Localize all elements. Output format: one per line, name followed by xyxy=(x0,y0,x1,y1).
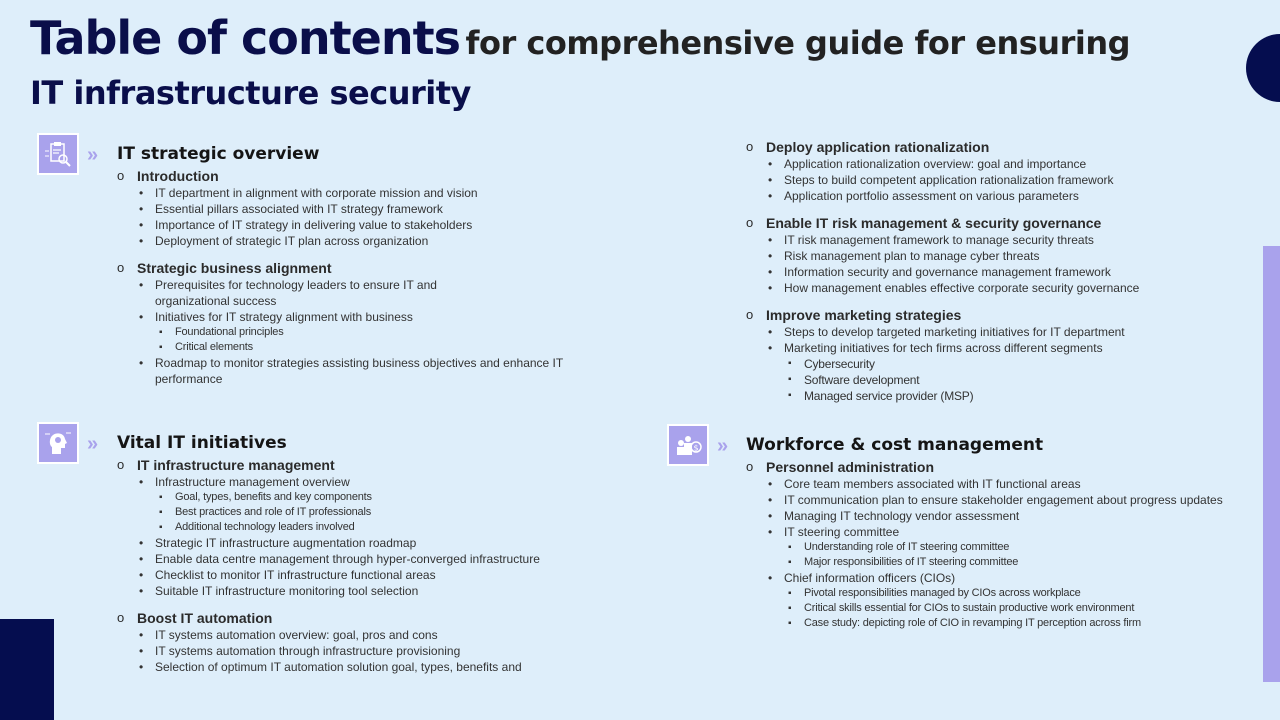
list-item-text: Infrastructure management overview xyxy=(155,475,350,489)
chevron-right-icon: » xyxy=(87,144,99,166)
sub-list-item: ▪ Additional technology leaders involved xyxy=(157,520,617,535)
list-item: • IT systems automation through infrastructure provisioning xyxy=(137,643,617,659)
page-title xyxy=(30,11,1210,113)
section-title: Vital IT initiatives xyxy=(117,433,287,453)
list-item: • Enable data centre management through hyper-converged infrastructure xyxy=(137,551,617,567)
list-item-text: IT steering committee xyxy=(784,525,900,539)
list-item xyxy=(766,524,1236,570)
list-item: • Deployment of strategic IT plan across organization xyxy=(137,233,617,249)
section-title: Workforce & cost management xyxy=(746,435,1044,455)
list-item: • How management enables effective corporate security governance xyxy=(766,280,1236,296)
bullet-list xyxy=(766,324,1236,404)
list-item: • Importance of IT strategy in delivering value to stakeholders xyxy=(137,217,617,233)
sub-list-item: ▪ Software development xyxy=(786,372,1236,388)
sub-list-item: ▪ Goal, types, benefits and key components xyxy=(157,490,617,505)
sub-bullet-list xyxy=(786,586,1236,631)
svg-text:$: $ xyxy=(693,443,699,453)
bullet-list xyxy=(137,185,617,249)
sub-list-item: ▪ Understanding role of IT steering committee xyxy=(786,540,1236,555)
sub-list-item: ▪ Critical skills essential for CIOs to sustain productive work environment xyxy=(786,601,1236,616)
list-item: • Essential pillars associated with IT strategy framework xyxy=(137,201,617,217)
title-main: Table of contents xyxy=(30,11,460,65)
list-item: • Application portfolio assessment on various parameters xyxy=(766,188,1236,204)
list-item xyxy=(137,309,617,355)
list-item-text: Marketing initiatives for tech firms across different segments xyxy=(784,341,1103,355)
section-it-strategic-overview xyxy=(117,143,617,397)
sub-list-item: ▪ Best practices and role of IT professionals xyxy=(157,505,617,520)
decorative-bar-right xyxy=(1263,246,1280,682)
subsection-title: o Improve marketing strategies xyxy=(746,306,1236,324)
list-item: • Selection of optimum IT automation solution goal, types, benefits and xyxy=(137,659,617,675)
title-line2: IT infrastructure security xyxy=(30,74,471,112)
clipboard-magnifier-icon xyxy=(37,133,79,175)
list-item: • Information security and governance management framework xyxy=(766,264,1236,280)
bullet-list xyxy=(766,232,1236,296)
sub-bullet-list xyxy=(786,356,1236,404)
subsection-title: o Personnel administration xyxy=(746,458,1236,476)
list-item xyxy=(766,340,1236,404)
subsection-title: o Deploy application rationalization xyxy=(746,138,1236,156)
list-item: • Application rationalization overview: goal and importance xyxy=(766,156,1236,172)
decorative-block-left xyxy=(0,619,54,720)
list-item-text: Chief information officers (CIOs) xyxy=(784,571,956,585)
section-title: IT strategic overview xyxy=(117,144,320,164)
list-item: • Core team members associated with IT functional areas xyxy=(766,476,1236,492)
list-item: • Steps to build competent application rationalization framework xyxy=(766,172,1236,188)
sub-list-item: ▪ Case study: depicting role of CIO in revamping IT perception across firm xyxy=(786,616,1236,631)
list-item: • Managing IT technology vendor assessment xyxy=(766,508,1236,524)
sub-list-item: ▪ Major responsibilities of IT steering committee xyxy=(786,555,1236,570)
team-money-icon xyxy=(667,424,709,466)
list-item: • IT systems automation overview: goal, pros and cons xyxy=(137,627,617,643)
section-workforce-cost-management xyxy=(746,434,1236,641)
sub-list-item: ▪ Managed service provider (MSP) xyxy=(786,388,1236,404)
list-item: • IT risk management framework to manage security threats xyxy=(766,232,1236,248)
bullet-list xyxy=(766,476,1236,631)
list-item: • Prerequisites for technology leaders to ensure IT and organizational success xyxy=(137,277,467,309)
list-item: • Risk management plan to manage cyber threats xyxy=(766,248,1236,264)
head-gear-icon xyxy=(37,422,79,464)
sub-bullet-list xyxy=(786,540,1236,570)
list-item xyxy=(766,570,1236,631)
list-item: • Strategic IT infrastructure augmentation roadmap xyxy=(137,535,617,551)
title-subtitle: for comprehensive guide for ensuring xyxy=(465,24,1131,62)
list-item: • Checklist to monitor IT infrastructure functional areas xyxy=(137,567,617,583)
bullet-list xyxy=(137,277,617,387)
sub-list-item: ▪ Pivotal responsibilities managed by CIOs across workplace xyxy=(786,586,1236,601)
sub-list-item: ▪ Cybersecurity xyxy=(786,356,1236,372)
subsection-title: o Introduction xyxy=(117,167,617,185)
sub-bullet-list xyxy=(157,490,617,535)
sub-list-item: ▪ Foundational principles xyxy=(157,325,617,340)
chevron-right-icon: » xyxy=(717,435,729,457)
subsection-title: o Enable IT risk management & security governance xyxy=(746,214,1236,232)
subsection-title: o Boost IT automation xyxy=(117,609,617,627)
list-item-text: Initiatives for IT strategy alignment with business xyxy=(155,310,413,324)
list-item: • Suitable IT infrastructure monitoring tool selection xyxy=(137,583,617,599)
chevron-right-icon: » xyxy=(87,433,99,455)
subsection-title: o Strategic business alignment xyxy=(117,259,617,277)
subsection-title: o IT infrastructure management xyxy=(117,456,617,474)
bullet-list xyxy=(766,156,1236,204)
section-right-column xyxy=(746,138,1236,414)
decorative-circle xyxy=(1246,34,1280,102)
bullet-list xyxy=(137,627,617,675)
list-item: • IT communication plan to ensure stakeholder engagement about progress updates xyxy=(766,492,1236,508)
bullet-list xyxy=(137,474,617,599)
list-item: • Steps to develop targeted marketing initiatives for IT department xyxy=(766,324,1236,340)
list-item xyxy=(137,474,617,535)
list-item: • Roadmap to monitor strategies assisting business objectives and enhance IT performance xyxy=(137,355,607,387)
sub-list-item: ▪ Critical elements xyxy=(157,340,617,355)
section-vital-it-initiatives xyxy=(117,432,617,685)
sub-bullet-list xyxy=(157,325,617,355)
list-item: • IT department in alignment with corporate mission and vision xyxy=(137,185,617,201)
